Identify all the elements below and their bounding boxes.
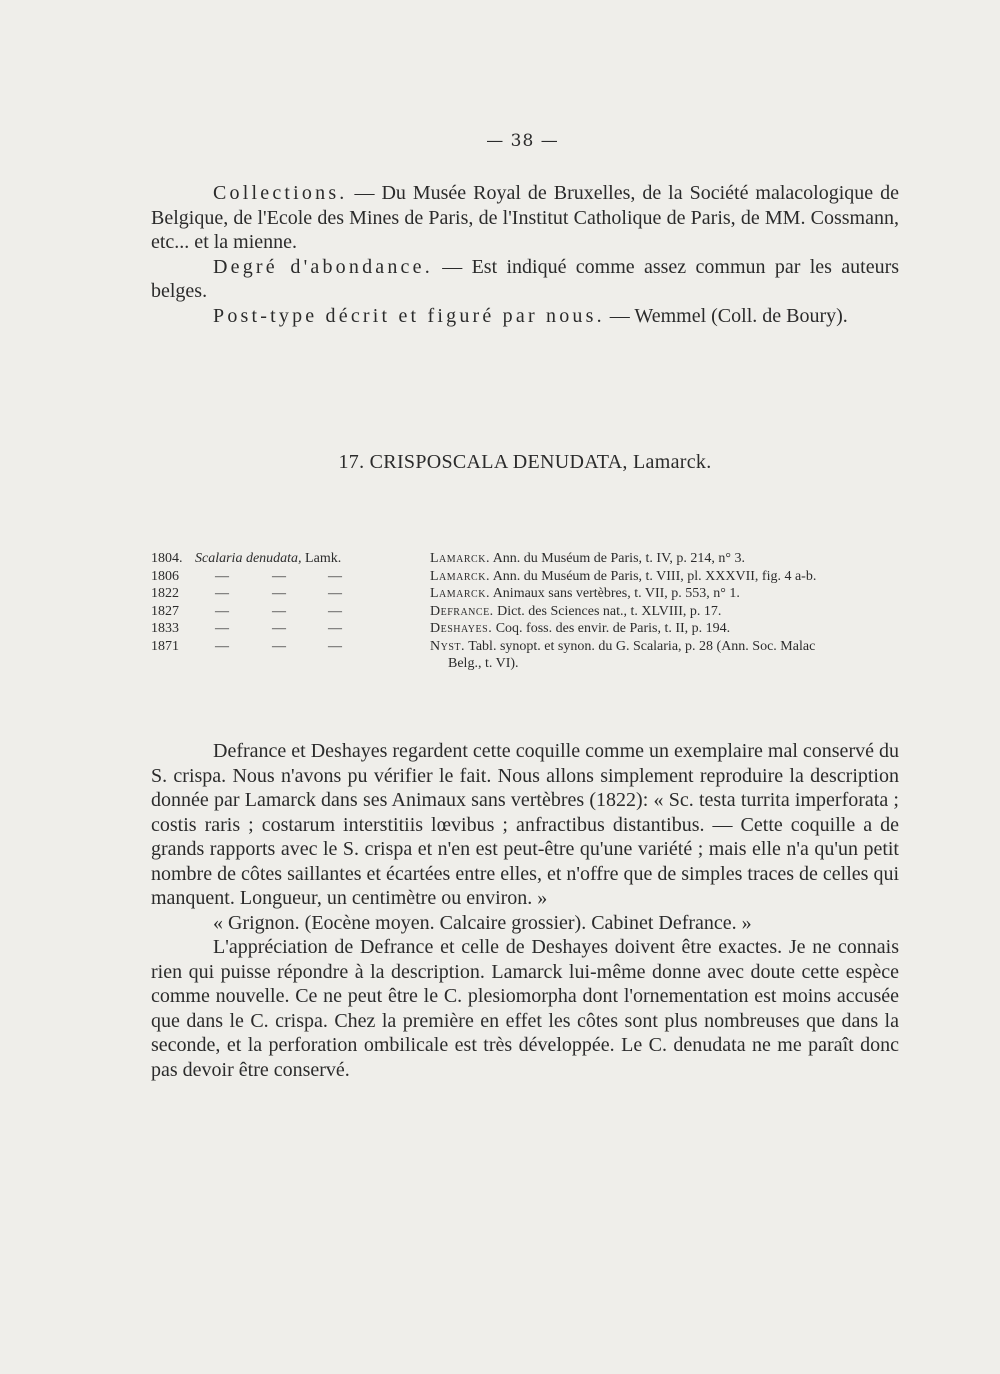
reference-author: Defrance. — [430, 603, 494, 619]
reference-author: Lamarck. — [430, 586, 490, 601]
reference-text: Dict. des Sciences nat., t. XLVIII, p. 17. — [497, 603, 722, 619]
reference-author: Nyst. — [430, 638, 466, 654]
ditto-mark: — — [272, 638, 286, 654]
ditto-mark: — — [215, 621, 229, 636]
synonymy-row — [151, 568, 950, 586]
page-number: — 38 — — [486, 131, 559, 151]
discussion — [151, 739, 899, 1082]
reference-text: Ann. du Muséum de Paris, t. IV, p. 214, n° 3. — [492, 551, 745, 566]
synonymy-ditto — [195, 585, 430, 603]
ditto-mark: — — [272, 568, 286, 584]
ditto-mark: — — [328, 603, 342, 619]
synonymy-row — [151, 603, 950, 621]
synonymy-reference — [430, 585, 950, 603]
body-paragraph: « Grignon. (Eocène moyen. Calcaire grossier). Cabinet Defrance. » — [213, 911, 752, 934]
synonymy-reference — [430, 620, 950, 638]
collections-text: — Du Musée Royal de Bruxelles, de la Société malacologique de Belgique, de l'Ecole des Mines de Paris, de l'Institut Catholique de Paris, de MM. Cossmann, etc... et la mienne. — [151, 182, 899, 253]
reference-text: Coq. foss. des envir. de Paris, t. II, p. 194. — [495, 621, 731, 636]
synonymy-reference — [430, 550, 950, 568]
reference-text: Ann. du Muséum de Paris, t. VIII, pl. XXXVII, fig. 4 a-b. — [492, 568, 817, 584]
synonymy-ditto — [195, 568, 430, 586]
ditto-mark: — — [272, 586, 286, 601]
synonymy-year: 1833 — [151, 621, 179, 636]
ditto-mark: — — [328, 586, 342, 601]
ditto-mark: — — [272, 603, 286, 619]
synonymy-year: 1827 — [151, 603, 179, 619]
synonymy-ditto — [195, 638, 430, 673]
synonymy-row — [151, 638, 950, 673]
ditto-mark: — — [328, 621, 342, 636]
reference-author: Lamarck. — [430, 568, 490, 584]
synonymy-ditto — [195, 603, 430, 621]
reference-author: Deshayes. — [430, 621, 493, 636]
reference-continuation: Belg., t. VI). — [448, 656, 519, 671]
synonymy-reference — [430, 568, 950, 586]
synonymy-ditto — [195, 620, 430, 638]
synonymy-row — [151, 550, 950, 568]
abundance-label: Degré d'abondance. — [213, 255, 433, 278]
ditto-mark: — — [215, 638, 229, 654]
post-type-text: — Wemmel (Coll. de Boury). — [609, 304, 848, 327]
synonymy-year: 1822 — [151, 586, 179, 601]
post-type-paragraph — [151, 304, 899, 329]
synonymy-year: 1806 — [151, 568, 179, 584]
synonymy-reference — [430, 603, 950, 621]
ditto-mark: — — [328, 638, 342, 654]
ditto-mark: — — [328, 568, 342, 584]
taxon-author: Lamk. — [305, 551, 342, 566]
abundance-paragraph — [151, 255, 899, 304]
ditto-mark: — — [215, 568, 229, 584]
collections-paragraph — [151, 181, 899, 255]
species-heading: 17. CRISPOSCALA DENUDATA, Lamarck. — [338, 451, 712, 473]
post-type-label: Post-type décrit et figuré par nous. — [213, 304, 605, 327]
taxon-name: Scalaria denudata, — [195, 551, 302, 566]
body-paragraph: L'appréciation de Defrance et celle de Deshayes doivent être exactes. Je ne connais rien qui puisse répondre à la description. Lamarck lui-même donne avec doute cette espèce comme nouvelle. Ce ne peut être le C. plesiomorpha dont l'ornementation est moins accusée que dans le C. crispa. Chez la première en effet les côtes sont plus nombreuses que dans la seconde, et la perforation ombilicale est très développée. Le C. denudata ne me paraît donc pas devoir être conservé. — [151, 936, 899, 1081]
ditto-mark: — — [272, 621, 286, 636]
reference-text: Animaux sans vertèbres, t. VII, p. 553, n° 1. — [492, 586, 740, 601]
synonymy-table — [151, 550, 950, 673]
ditto-mark: — — [215, 603, 229, 619]
ditto-mark: — — [215, 586, 229, 601]
synonymy-name — [195, 550, 430, 568]
reference-author: Lamarck. — [430, 551, 490, 566]
body-paragraph: Defrance et Deshayes regardent cette coquille comme un exemplaire mal conservé du S. crispa. Nous n'avons pu vérifier le fait. Nous allons simplement reproduire la description donnée par Lamarck dans ses Animaux sans vertèbres (1822): « Sc. testa turrita imperforata ; costis raris ; costarum interstitiis lœvibus ; anfractibus distantibus. — Cette coquille a de grands rapports avec le S. crispa et n'en est peut-être qu'une variété ; mais elle n'a qu'un petit nombre de côtes saillantes et écartées entre elles, et n'offre que de simples traces de celles qui manquent. Longueur, un centimètre ou environ. » — [151, 740, 899, 909]
synonymy-year: 1871 — [151, 638, 179, 654]
abundance-text: — Est indiqué comme assez commun par les auteurs belges. — [151, 255, 900, 302]
synonymy-row — [151, 585, 950, 603]
reference-text: Tabl. synopt. et synon. du G. Scalaria, p. 28 (Ann. Soc. Malac — [468, 638, 816, 654]
collections-label: Collections. — [213, 182, 348, 204]
collection-notes — [151, 181, 899, 328]
synonymy-row — [151, 620, 950, 638]
synonymy-year: 1804. — [151, 551, 183, 566]
synonymy-reference — [430, 638, 950, 673]
